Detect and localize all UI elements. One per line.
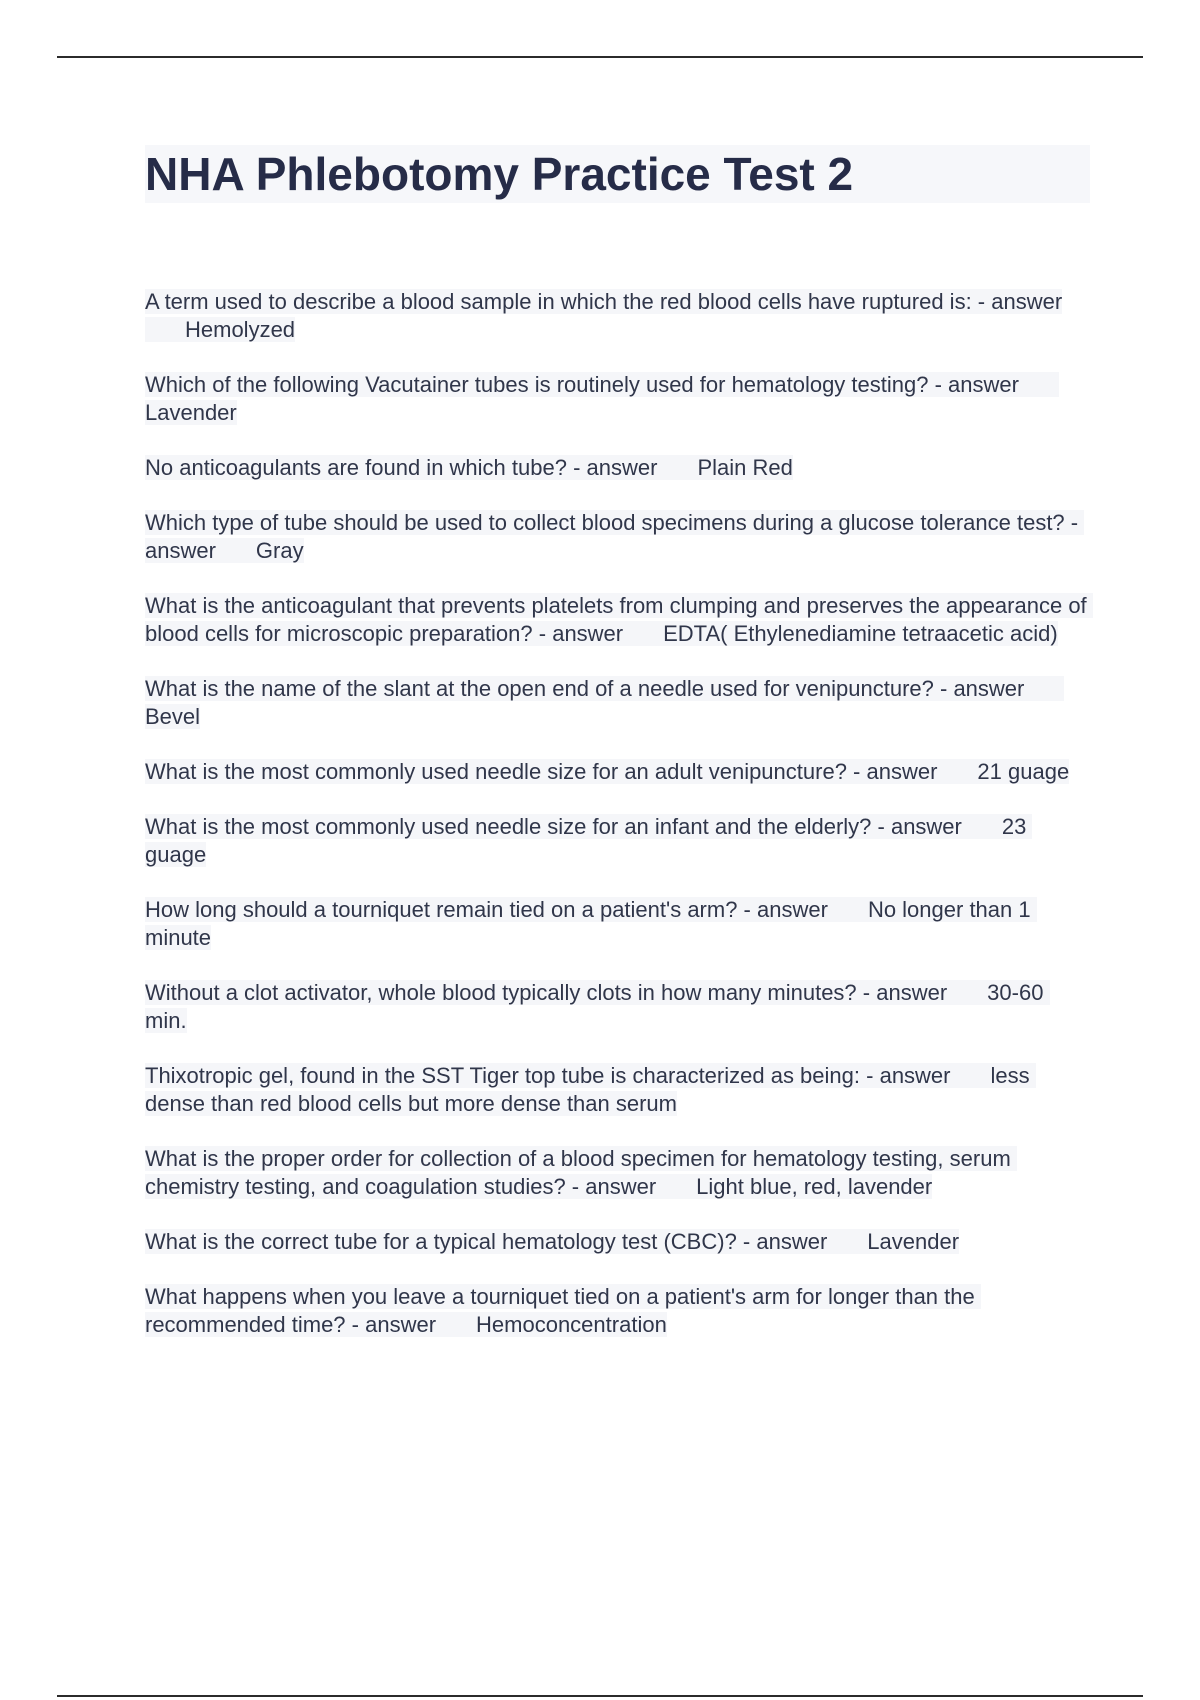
question-text: Which type of tube should be used to collect blood specimens during a glucose tolerance test? -: [145, 510, 1079, 535]
answer-text: EDTA( Ethylenediamine tetraacetic acid): [663, 621, 1058, 646]
answer-label: answer: [756, 1229, 828, 1254]
qa-item: [145, 371, 1090, 427]
question-text: Which of the following Vacutainer tubes is routinely used for hematology testing? -: [145, 372, 942, 397]
qa-text: [145, 759, 1069, 784]
question-text: How long should a tourniquet remain tied on a patient's arm? -: [145, 897, 751, 922]
qa-text: [145, 676, 1064, 729]
qa-item: [145, 509, 1090, 565]
page-title: NHA Phlebotomy Practice Test 2: [145, 145, 1090, 203]
qa-text: [145, 289, 1062, 342]
qa-item: [145, 675, 1090, 731]
answer-text: Lavender: [867, 1229, 960, 1254]
qa-item: [145, 1283, 1090, 1339]
qa-text: [145, 980, 1050, 1033]
answer-label: answer: [586, 455, 658, 480]
answer-label: answer: [866, 759, 938, 784]
question-text: What happens when you leave a tourniquet tied on a patient's arm for longer than the recommended time? -: [145, 1284, 981, 1337]
qa-item: [145, 592, 1093, 648]
answer-text: 23 guage: [145, 814, 1033, 867]
question-text: A term used to describe a blood sample in which the red blood cells have ruptured is: -: [145, 289, 986, 314]
header-rule: [57, 56, 1143, 58]
question-text: Thixotropic gel, found in the SST Tiger top tube is characterized as being: -: [145, 1063, 874, 1088]
qa-text: [145, 1146, 1017, 1199]
qa-text: [145, 455, 793, 480]
question-text: What is the anticoagulant that prevents platelets from clumping and preserves the appearance of blood cells for microscopic preparation? -: [145, 593, 1093, 646]
answer-text: less dense than red blood cells but more dense than serum: [145, 1063, 1036, 1116]
answer-label: answer: [757, 897, 828, 922]
answer-text: 30-60 min.: [145, 980, 1050, 1033]
answer-text: Lavender: [145, 400, 237, 425]
question-text: Without a clot activator, whole blood typically clots in how many minutes? -: [145, 980, 871, 1005]
answer-label: answer: [879, 1063, 951, 1088]
qa-text: [145, 897, 1037, 950]
answer-label: answer: [991, 289, 1063, 314]
question-text: What is the name of the slant at the open end of a needle used for venipuncture? -: [145, 676, 948, 701]
answer-text: Light blue, red, lavender: [696, 1174, 933, 1199]
answer-text: 21 guage: [977, 759, 1070, 784]
qa-text: [145, 1229, 959, 1254]
answer-label: answer: [365, 1312, 437, 1337]
qa-text: [145, 593, 1093, 646]
qa-item: [145, 896, 1090, 952]
qa-item: [145, 1228, 1090, 1256]
answer-text: Hemolyzed: [185, 317, 296, 342]
qa-item: [145, 288, 1090, 344]
answer-text: No longer than 1 minute: [145, 897, 1037, 950]
qa-text: [145, 510, 1084, 563]
answer-label: answer: [585, 1174, 657, 1199]
answer-label: answer: [552, 621, 624, 646]
qa-item: [145, 1145, 1090, 1201]
answer-text: Gray: [255, 538, 304, 563]
qa-text: [145, 1063, 1036, 1116]
document-body: [145, 145, 1093, 1366]
answer-text: Bevel: [145, 704, 201, 729]
qa-text: [145, 372, 1059, 425]
answer-text: Hemoconcentration: [476, 1312, 667, 1337]
qa-item: [145, 813, 1090, 869]
answer-label: answer: [953, 676, 1025, 701]
qa-item: [145, 758, 1090, 786]
qa-text: [145, 814, 1032, 867]
qa-text: [145, 1284, 981, 1337]
qa-list: [145, 288, 1093, 1339]
qa-item: [145, 979, 1090, 1035]
answer-text: Plain Red: [697, 455, 793, 480]
question-text: No anticoagulants are found in which tube? -: [145, 455, 581, 480]
footer-rule: [57, 1695, 1143, 1697]
answer-label: answer: [145, 538, 216, 563]
answer-label: answer: [890, 814, 962, 839]
question-text: What is the most commonly used needle size for an infant and the elderly? -: [145, 814, 885, 839]
answer-label: answer: [876, 980, 948, 1005]
question-text: What is the most commonly used needle size for an adult venipuncture? -: [145, 759, 861, 784]
qa-item: [145, 1062, 1090, 1118]
answer-label: answer: [948, 372, 1019, 397]
question-text: What is the correct tube for a typical hematology test (CBC)? -: [145, 1229, 751, 1254]
question-text: What is the proper order for collection of a blood specimen for hematology testing, serum chemistry testing, and coagulation studies? -: [145, 1146, 1017, 1199]
qa-item: [145, 454, 1090, 482]
